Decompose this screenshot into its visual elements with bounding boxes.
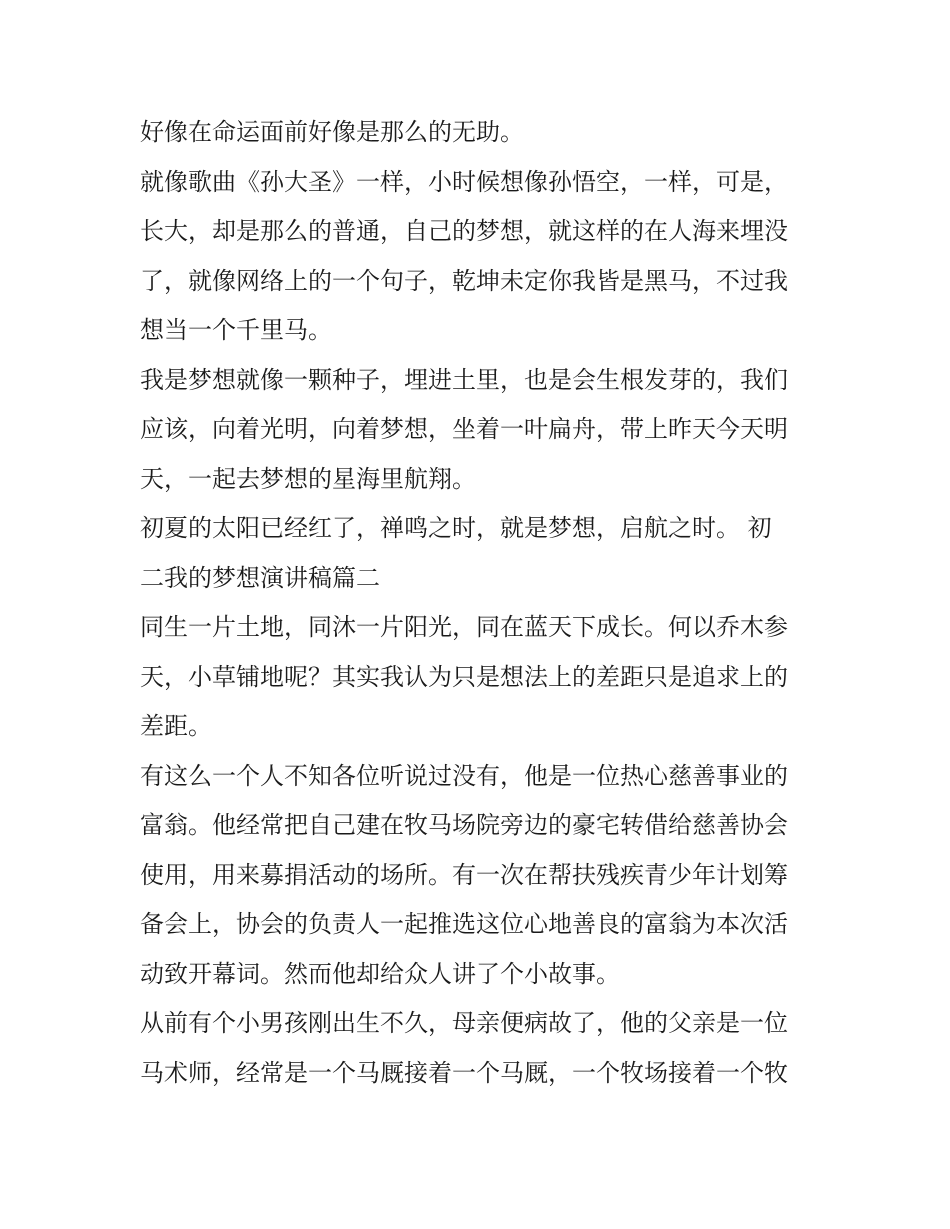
section-heading: 二我的梦想演讲稿篇二 <box>140 563 380 592</box>
text-line: 备会上，协会的负责人一起推选这位心地善良的富翁为本次活 <box>140 910 788 938</box>
text-line: 想当一个千里马。 <box>140 316 332 344</box>
text-line: 天，小草铺地呢？其实我认为只是想法上的差距只是追求上的 <box>140 662 788 691</box>
text-line: 使用，用来募捐活动的场所。有一次在帮扶残疾青少年计划筹 <box>140 860 788 889</box>
paragraph-2 <box>140 158 820 356</box>
text-line: 我是梦想就像一颗种子，埋进土里，也是会生根发芽的，我们 <box>140 365 788 394</box>
text-line: 差距。 <box>140 712 212 740</box>
text-line: 初夏的太阳已经红了，禅鸣之时，就是梦想，启航之时。 初 <box>140 514 772 542</box>
text-line: 有这么一个人不知各位听说过没有，他是一位热心慈善事业的 <box>140 761 788 790</box>
text-line: 天，一起去梦想的星海里航翔。 <box>140 464 476 493</box>
text-line: 从前有个小男孩刚出生不久，母亲便病故了，他的父亲是一位 <box>140 1009 788 1037</box>
text-line: 马术师，经常是一个马厩接着一个马厩，一个牧场接着一个牧 <box>140 1058 788 1087</box>
text-line: 就像歌曲《孙大圣》一样，小时候想像孙悟空，一样，可是， <box>140 167 788 196</box>
paragraph-4 <box>140 504 820 603</box>
paragraph-5 <box>140 603 820 752</box>
paragraph-3 <box>140 356 820 505</box>
paragraph-7 <box>140 999 820 1098</box>
text-line: 动致开幕词。然而他却给众人讲了个小故事。 <box>140 959 620 988</box>
paragraph-6 <box>140 752 820 1000</box>
paragraph-1 <box>140 108 820 158</box>
text-line: 了，就像网络上的一个句子，乾坤未定你我皆是黑马，不过我 <box>140 266 788 295</box>
document-body <box>140 108 820 1098</box>
text-line: 同生一片土地，同沐一片阳光，同在蓝天下成长。何以乔木参 <box>140 613 788 641</box>
text-line: 应该，向着光明，向着梦想，坐着一叶扁舟，带上昨天今天明 <box>140 415 788 443</box>
text-line: 好像在命运面前好像是那么的无助。 <box>140 118 524 146</box>
text-line: 富翁。他经常把自己建在牧马场院旁边的豪宅转借给慈善协会 <box>140 811 788 839</box>
text-line: 长大，却是那么的普通，自己的梦想，就这样的在人海来埋没 <box>140 217 788 245</box>
